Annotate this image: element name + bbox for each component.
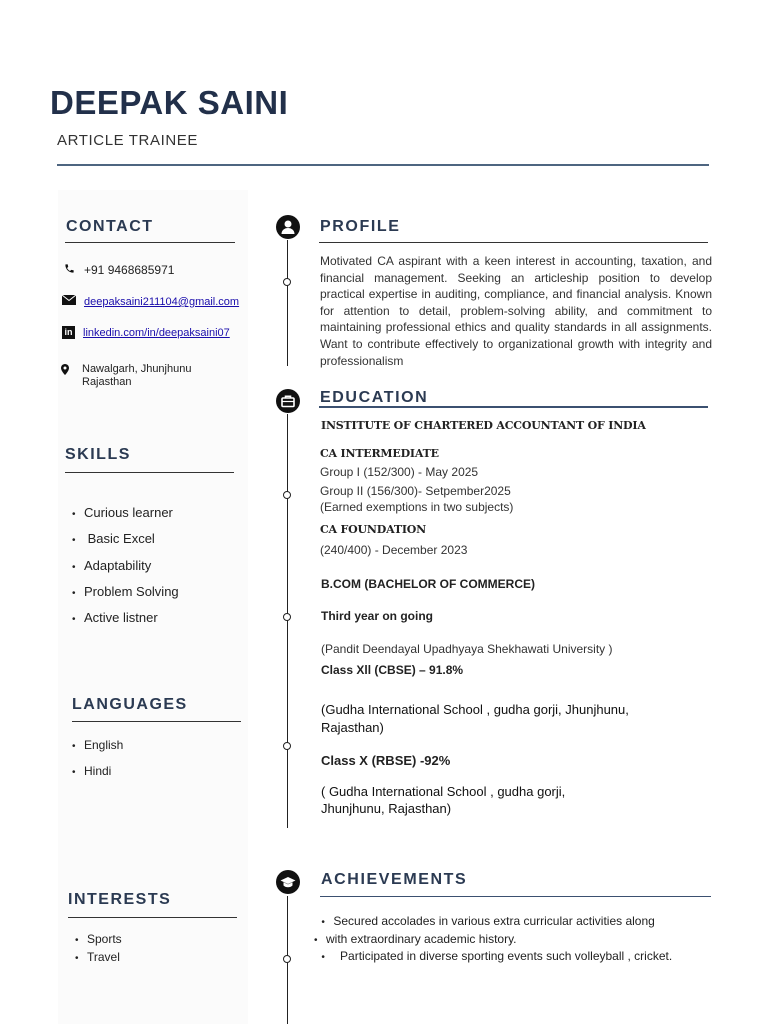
email-link[interactable]: deepaksaini211104@gmail.com xyxy=(84,296,240,308)
mail-icon xyxy=(62,295,76,308)
edu-class12-school-line1: (Gudha International School , gudha gorji, Jhunjhunu, xyxy=(321,702,629,717)
linkedin-link[interactable]: linkedin.com/in/deepaksaini07 xyxy=(83,327,230,339)
achievements-graduation-cap-icon xyxy=(276,870,300,894)
linkedin-icon: in xyxy=(62,326,75,339)
timeline-dot xyxy=(283,491,291,499)
timeline-dot xyxy=(283,613,291,621)
contact-address xyxy=(82,363,191,389)
contact-divider xyxy=(65,242,235,243)
edu-class10-school-line1: ( Gudha International School , gudha gorji, xyxy=(321,784,566,799)
phone-text: +91 9468685971 xyxy=(84,263,175,277)
achievements-divider xyxy=(320,896,711,897)
location-pin-icon xyxy=(61,362,69,380)
edu-inter-note: (Earned exemptions in two subjects) xyxy=(320,500,514,514)
edu-inter-group2: Group II (156/300)- Setpember2025 xyxy=(320,484,511,498)
interest-item: • Sports xyxy=(75,932,122,946)
contact-phone xyxy=(62,263,174,277)
edu-bcom-title: B.COM (BACHELOR OF COMMERCE) xyxy=(321,577,535,591)
profile-summary: Motivated CA aspirant with a keen interest in accounting, taxation, and financial management. Seeking an articleship position to develop practical expertise in auditing, compliance, and financial analysis. Known for attention to detail, problem-solving ability, and commitment to maintaining professional ethics and quality standards in all assignments. Want to contribute effectively to organizational growth with integrity and professionalism xyxy=(320,254,712,368)
edu-bcom-university: (Pandit Deendayal Upadhyaya Shekhawati University ) xyxy=(321,642,613,656)
education-heading: EDUCATION xyxy=(320,389,429,406)
education-divider xyxy=(319,406,708,408)
achievements-list xyxy=(314,914,673,967)
achievements-heading: ACHIEVEMENTS xyxy=(321,871,468,888)
contact-heading: CONTACT xyxy=(66,218,154,235)
edu-inter-title: CA INTERMEDIATE xyxy=(320,447,439,460)
achievement-item: • Secured accolades in various extra curricular activities along xyxy=(321,914,655,928)
edu-class10-title: Class X (RBSE) -92% xyxy=(321,753,451,768)
skill-item: • Curious learner xyxy=(72,505,173,520)
address-line-2: Rajasthan xyxy=(82,376,132,388)
interest-item: • Travel xyxy=(75,950,120,964)
contact-email[interactable] xyxy=(62,294,239,308)
profile-heading: PROFILE xyxy=(320,218,401,235)
education-briefcase-icon xyxy=(276,389,300,413)
interests-heading: INTERESTS xyxy=(68,891,172,908)
timeline-dot xyxy=(283,742,291,750)
edu-foundation-title: CA FOUNDATION xyxy=(320,523,426,536)
interests-list xyxy=(75,931,122,967)
skills-heading: SKILLS xyxy=(65,446,131,463)
profile-person-icon xyxy=(276,215,300,239)
languages-divider xyxy=(72,721,241,722)
edu-foundation-detail: (240/400) - December 2023 xyxy=(320,543,468,557)
languages-list xyxy=(72,733,123,785)
timeline-line xyxy=(287,240,288,366)
skill-item: • Adaptability xyxy=(72,557,152,573)
edu-class12-title: Class Xll (CBSE) – 91.8% xyxy=(321,663,464,677)
skill-item: • Problem Solving xyxy=(72,583,179,599)
candidate-title: ARTICLE TRAINEE xyxy=(57,132,198,149)
timeline-dot xyxy=(283,278,291,286)
interests-divider xyxy=(68,917,237,918)
language-item: • Hindi xyxy=(72,764,112,778)
skill-item: • Basic Excel xyxy=(72,531,155,547)
languages-heading: LANGUAGES xyxy=(72,696,188,713)
skills-divider xyxy=(65,472,234,473)
address-line-1: Nawalgarh, Jhunjhunu xyxy=(82,363,192,375)
edu-class12-school-line2: Rajasthan) xyxy=(321,720,384,735)
achievement-item: • with extraordinary academic history. xyxy=(314,931,517,946)
language-item: • English xyxy=(72,738,124,752)
timeline-line xyxy=(287,414,288,828)
phone-icon xyxy=(62,263,76,277)
timeline-dot xyxy=(283,955,291,963)
skills-list xyxy=(72,505,179,636)
profile-divider xyxy=(319,242,708,243)
edu-inter-group1: Group I (152/300) - May 2025 xyxy=(320,465,479,479)
candidate-name: DEEPAK SAINI xyxy=(50,84,289,121)
edu-institute: INSTITUTE OF CHARTERED ACCOUNTANT OF INDIA xyxy=(321,419,646,432)
contact-linkedin[interactable] xyxy=(62,325,230,339)
edu-bcom-status: Third year on going xyxy=(321,609,434,623)
edu-class10-school-line2: Jhunjhunu, Rajasthan) xyxy=(321,801,452,816)
achievement-item: • Participated in diverse sporting events such volleyball , cricket. xyxy=(321,949,673,963)
header-divider xyxy=(57,164,709,166)
skill-item: • Active listner xyxy=(72,610,158,626)
